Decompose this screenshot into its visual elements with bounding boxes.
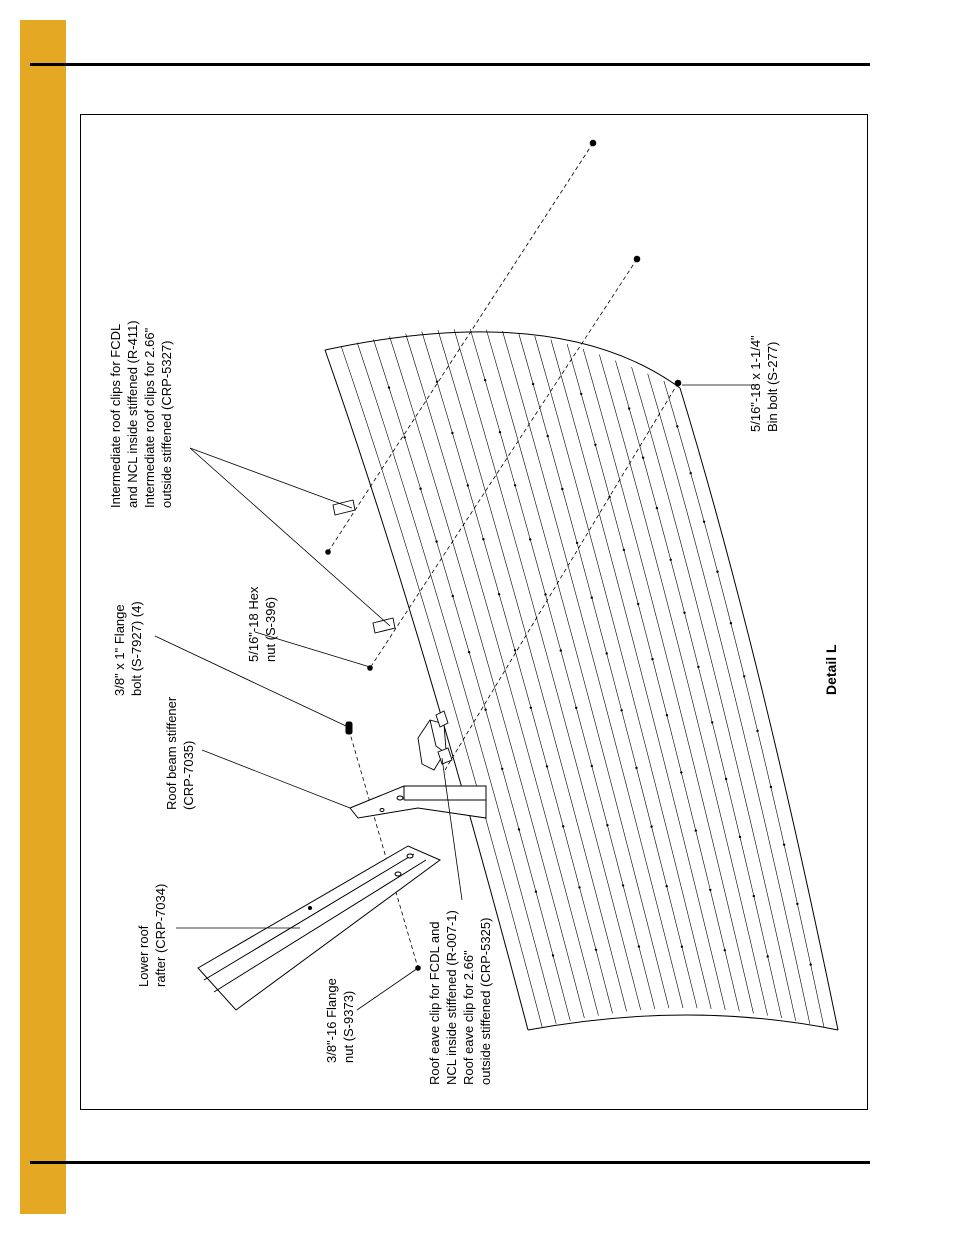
- flange-bolt-icon: [346, 722, 352, 734]
- corrugation-line: [470, 329, 655, 1009]
- panel-hole: [739, 836, 741, 838]
- panel-hole: [690, 472, 692, 474]
- panel-hole: [518, 828, 520, 830]
- panel-hole: [546, 765, 548, 767]
- corrugation-line: [648, 374, 810, 1024]
- panel-hole: [498, 593, 500, 595]
- corrugation-line: [406, 334, 599, 1016]
- corrugation-line: [390, 336, 585, 1018]
- corrugation-line: [567, 344, 739, 1012]
- panel-hole: [580, 393, 582, 395]
- panel-hole: [576, 542, 578, 544]
- label-eave-clip: Roof eave clip for FCDL and NCL inside stiffened (R-007-1) Roof eave clip for 2.66" outside stiffened (CRP-5325): [427, 910, 493, 1085]
- panel-hole: [753, 895, 755, 897]
- panel-hole: [783, 844, 785, 846]
- panel-hole: [767, 955, 769, 957]
- panel-hole: [681, 946, 683, 948]
- panel-hole: [606, 824, 608, 826]
- panel-hole: [709, 889, 711, 891]
- panel-hole: [484, 379, 486, 381]
- panel-hole: [637, 603, 639, 605]
- intermediate-clips: [333, 500, 395, 633]
- corrugation-line: [503, 331, 684, 1008]
- panel-hole: [561, 488, 563, 490]
- panel-hole: [642, 457, 644, 459]
- panel-hole: [514, 649, 516, 651]
- corrugation-line: [632, 367, 796, 1021]
- corrugation-line: [599, 354, 767, 1015]
- eave-clip: [418, 711, 452, 770]
- panel-hole: [635, 767, 637, 769]
- panel-hole: [467, 484, 469, 486]
- panel-hole: [435, 540, 437, 542]
- panel-hole: [666, 885, 668, 887]
- panel-hole: [575, 707, 577, 709]
- panel-hole: [703, 521, 705, 523]
- panel-hole: [651, 658, 653, 660]
- panel-hole: [620, 709, 622, 711]
- panel-hole: [544, 593, 546, 595]
- panel-hole: [697, 666, 699, 668]
- panel-hole: [666, 714, 668, 716]
- panel-hole: [436, 381, 438, 383]
- panel-hole: [535, 891, 537, 893]
- panel-hole: [711, 721, 713, 723]
- panel-hole: [514, 484, 516, 486]
- label-bin-bolt: 5/16"-18 x 1-1/4" Bin bolt (S-277): [748, 335, 780, 432]
- panel-hole: [529, 538, 531, 540]
- panel-hole: [622, 884, 624, 886]
- panel-hole: [451, 432, 453, 434]
- panel-hole: [591, 597, 593, 599]
- panel-hole: [628, 407, 630, 409]
- bolt-mid-icon: [634, 256, 640, 262]
- panel-hole: [770, 786, 772, 788]
- panel-hole: [388, 386, 390, 388]
- bin-bolt-icon: [675, 380, 681, 386]
- label-lower-roof-rafter: Lower roof rafter (CRP-7034): [136, 883, 168, 987]
- panel-hole: [499, 431, 501, 433]
- bolt-top-icon: [590, 140, 596, 146]
- roof-beam-stiffener: [350, 786, 486, 818]
- panel-hole: [743, 675, 745, 677]
- panel-hole: [716, 571, 718, 573]
- label-intermediate-clips: Intermediate roof clips for FCDL and NCL inside stiffened (R-411) Intermediate roof clips for 2.66" outside stiffened (CRP-5327): [108, 320, 174, 508]
- label-hex-nut: 5/16"-18 Hex nut (S-396): [246, 586, 278, 662]
- panel-hole: [530, 707, 532, 709]
- corrugation-line: [583, 349, 753, 1013]
- panel-hole: [623, 549, 625, 551]
- panel-hole: [501, 768, 503, 770]
- nut-upper-icon: [326, 550, 331, 555]
- panel-hole: [532, 383, 534, 385]
- panel-hole: [484, 709, 486, 711]
- panel-hole: [482, 538, 484, 540]
- panel-hole: [404, 436, 406, 438]
- corrugation-line: [486, 330, 669, 1009]
- panel-hole: [810, 963, 812, 965]
- corrugation-line: [664, 381, 824, 1027]
- roof-panel: [325, 329, 838, 1030]
- panel-hole: [552, 954, 554, 956]
- panel-hole: [560, 649, 562, 651]
- panel-hole: [547, 435, 549, 437]
- panel-hole: [562, 825, 564, 827]
- panel-hole: [594, 444, 596, 446]
- corrugation-line: [438, 330, 627, 1011]
- corrugation-line: [454, 329, 641, 1010]
- panel-hole: [683, 612, 685, 614]
- panel-hole: [730, 622, 732, 624]
- panel-hole: [650, 825, 652, 827]
- panel-hole: [606, 652, 608, 654]
- panel-hole: [676, 425, 678, 427]
- panel-hole: [796, 903, 798, 905]
- panel-hole: [595, 949, 597, 951]
- panel-hole: [419, 488, 421, 490]
- panel-hole: [638, 945, 640, 947]
- panel-hole: [680, 771, 682, 773]
- panel-hole: [656, 507, 658, 509]
- panel-hole: [591, 765, 593, 767]
- label-flange-bolt: 3/8" x 1" Flange bolt (S-7927) (4): [112, 601, 144, 696]
- detail-title: Detail L: [823, 644, 839, 695]
- panel-hole: [725, 778, 727, 780]
- panel-hole: [452, 595, 454, 597]
- panel-hole: [468, 651, 470, 653]
- panel-hole: [756, 730, 758, 732]
- label-roof-beam-stiffener: Roof beam stiffener (CRP-7035): [164, 696, 196, 810]
- panel-hole: [724, 949, 726, 951]
- panel-hole: [670, 559, 672, 561]
- corrugation-line: [615, 361, 781, 1019]
- label-flange-nut: 3/8"-16 Flange nut (S-9373): [324, 978, 356, 1063]
- panel-hole: [695, 829, 697, 831]
- corrugation-line: [373, 339, 570, 1020]
- panel-hole: [578, 886, 580, 888]
